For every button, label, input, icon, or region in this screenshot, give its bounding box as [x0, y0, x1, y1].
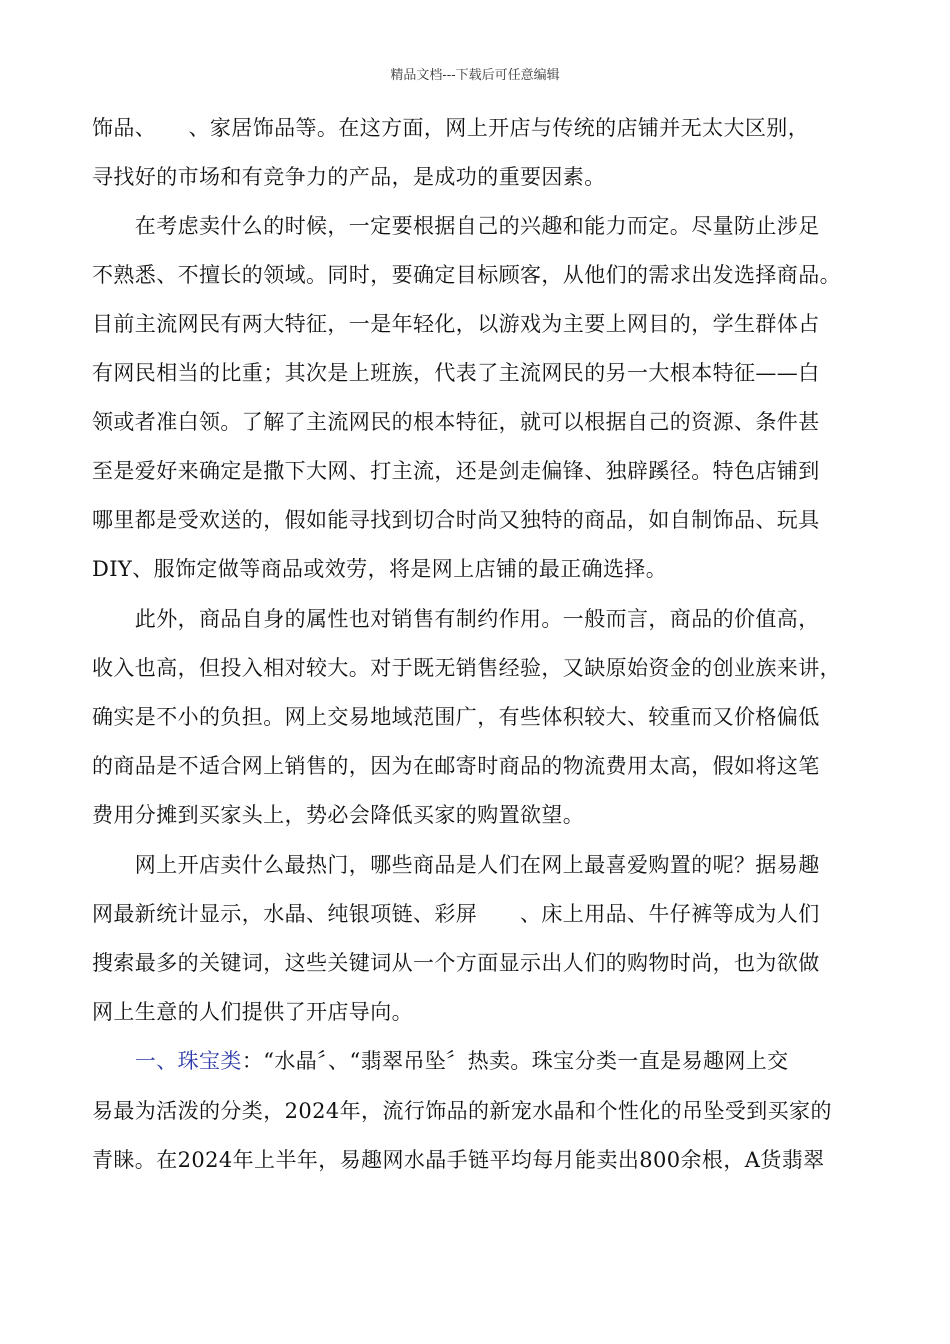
- text-line: 搜索最多的关键词，这些关键词从一个方面显示出人们的购物时尚，也为欲做: [92, 951, 820, 975]
- text-line: 网上开店卖什么最热门，哪些商品是人们在网上最喜爱购置的呢？据易趣: [92, 853, 820, 877]
- text-line: 饰品、 、家居饰品等。在这方面，网上开店与传统的店铺并无太大区别，: [92, 116, 810, 140]
- text-line: DIY、服饰定做等商品或效劳，将是网上店铺的最正确选择。: [92, 557, 668, 581]
- text-line: 收入也高，但投入相对较大。对于既无销售经验，又缺原始资金的创业族来讲，: [92, 656, 841, 680]
- text-line: 确实是不小的负担。网上交易地域范围广，有些体积较大、较重而又价格偏低: [92, 705, 820, 729]
- text-line: 不熟悉、不擅长的领域。同时，要确定目标顾客，从他们的需求出发选择商品。: [92, 263, 841, 287]
- text-line: 哪里都是受欢送的，假如能寻找到切合时尚又独特的商品，如自制饰品、玩具: [92, 508, 820, 532]
- section-link-jewelry[interactable]: 一、珠宝类: [134, 1049, 242, 1073]
- text-line: 至是爱好来确定是撒下大网、打主流，还是剑走偏锋、独辟蹊径。特色店铺到: [92, 459, 820, 483]
- page-header: 精品文档---下载后可任意编辑: [390, 68, 560, 83]
- text-line: 青睐。在2024年上半年，易趣网水晶手链平均每月能卖出800余根，A货翡翠: [92, 1148, 825, 1172]
- text-line: 领或者准白领。了解了主流网民的根本特征，就可以根据自己的资源、条件甚: [92, 410, 820, 434]
- text-line: 网最新统计显示，水晶、纯银项链、彩屏 、床上用品、牛仔裤等成为人们: [92, 902, 820, 926]
- text-line: 的商品是不适合网上销售的，因为在邮寄时商品的物流费用太高，假如将这笔: [92, 754, 820, 778]
- text-line: 有网民相当的比重；其次是上班族，代表了主流网民的另一大根本特征——白: [92, 361, 820, 385]
- text-line: 易最为活泼的分类，2024年，流行饰品的新宠水晶和个性化的吊坠受到买家的: [92, 1099, 832, 1123]
- section-indent: [92, 1049, 135, 1073]
- section-heading-text: ：“水晶〞、“翡翠吊坠〞热卖。珠宝分类一直是易趣网上交: [241, 1049, 789, 1073]
- text-line: 寻找好的市场和有竞争力的产品，是成功的重要因素。: [92, 165, 606, 189]
- section-heading-line: [92, 1046, 872, 1076]
- text-line: 网上生意的人们提供了开店导向。: [92, 1000, 413, 1024]
- text-line: 费用分摊到买家头上，势必会降低买家的购置欲望。: [92, 803, 585, 827]
- text-line: 在考虑卖什么的时候，一定要根据自己的兴趣和能力而定。尽量防止涉足: [92, 214, 820, 238]
- text-line: 此外，商品自身的属性也对销售有制约作用。一般而言，商品的价值高，: [92, 607, 820, 631]
- text-line: 目前主流网民有两大特征，一是年轻化，以游戏为主要上网目的，学生群体占: [92, 312, 820, 336]
